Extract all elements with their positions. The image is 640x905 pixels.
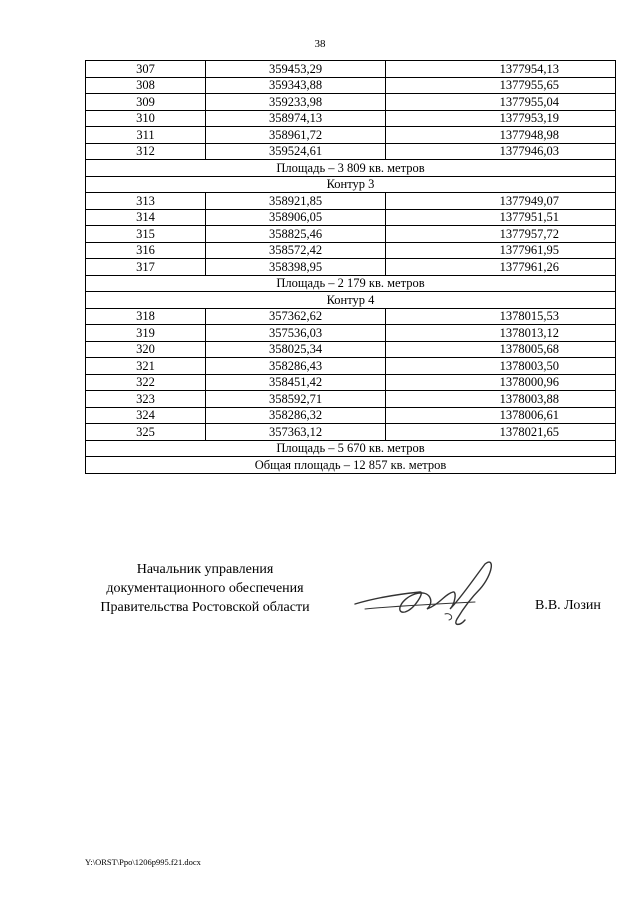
- y-coordinate-cell: 1377946,03: [386, 143, 616, 160]
- y-coordinate-cell: 1378005,68: [386, 341, 616, 358]
- table-row: [86, 193, 616, 210]
- x-coordinate-cell: 359343,88: [206, 77, 386, 94]
- point-number-cell: 323: [86, 391, 206, 408]
- point-number-cell: 320: [86, 341, 206, 358]
- x-coordinate-cell: 358025,34: [206, 341, 386, 358]
- table-row: [86, 226, 616, 243]
- x-coordinate-cell: 358286,43: [206, 358, 386, 375]
- y-coordinate-cell: 1377961,95: [386, 242, 616, 259]
- point-number-cell: 311: [86, 127, 206, 144]
- x-coordinate-cell: 358961,72: [206, 127, 386, 144]
- handwritten-signature: [345, 554, 505, 634]
- table-row: [86, 424, 616, 441]
- x-coordinate-cell: 358286,32: [206, 407, 386, 424]
- table-row: [86, 358, 616, 375]
- y-coordinate-cell: 1378003,50: [386, 358, 616, 375]
- x-coordinate-cell: 358398,95: [206, 259, 386, 276]
- x-coordinate-cell: 359233,98: [206, 94, 386, 111]
- table-row: [86, 259, 616, 276]
- y-coordinate-cell: 1377951,51: [386, 209, 616, 226]
- signatory-name: В.В. Лозин: [535, 598, 601, 613]
- y-coordinate-cell: 1378006,61: [386, 407, 616, 424]
- y-coordinate-cell: 1377955,65: [386, 77, 616, 94]
- page-number: 38: [314, 38, 326, 50]
- y-coordinate-cell: 1377953,19: [386, 110, 616, 127]
- merged-cell: Площадь – 5 670 кв. метров: [86, 440, 616, 457]
- table-row: [86, 110, 616, 127]
- table-row: [86, 143, 616, 160]
- point-number-cell: 322: [86, 374, 206, 391]
- y-coordinate-cell: 1377954,13: [386, 61, 616, 78]
- point-number-cell: 319: [86, 325, 206, 342]
- x-coordinate-cell: 358592,71: [206, 391, 386, 408]
- table-summary-row: [86, 176, 616, 193]
- merged-cell: Площадь – 2 179 кв. метров: [86, 275, 616, 292]
- x-coordinate-cell: 357536,03: [206, 325, 386, 342]
- merged-cell: Общая площадь – 12 857 кв. метров: [86, 457, 616, 474]
- table-row: [86, 407, 616, 424]
- y-coordinate-cell: 1378015,53: [386, 308, 616, 325]
- x-coordinate-cell: 358825,46: [206, 226, 386, 243]
- table-row: [86, 61, 616, 78]
- point-number-cell: 316: [86, 242, 206, 259]
- y-coordinate-cell: 1377957,72: [386, 226, 616, 243]
- table-row: [86, 341, 616, 358]
- point-number-cell: 324: [86, 407, 206, 424]
- signatory-position-line: Начальник управления: [136, 562, 274, 577]
- table-row: [86, 308, 616, 325]
- x-coordinate-cell: 357362,62: [206, 308, 386, 325]
- point-number-cell: 313: [86, 193, 206, 210]
- table-row: [86, 77, 616, 94]
- merged-cell: Площадь – 3 809 кв. метров: [86, 160, 616, 177]
- signatory-position-line: документационного обеспечения: [106, 581, 304, 596]
- table-row: [86, 325, 616, 342]
- merged-cell: Контур 4: [86, 292, 616, 309]
- x-coordinate-cell: 358974,13: [206, 110, 386, 127]
- point-number-cell: 325: [86, 424, 206, 441]
- coordinates-table: [85, 60, 616, 474]
- table-summary-row: [86, 457, 616, 474]
- x-coordinate-cell: 358451,42: [206, 374, 386, 391]
- y-coordinate-cell: 1378021,65: [386, 424, 616, 441]
- y-coordinate-cell: 1378013,12: [386, 325, 616, 342]
- merged-cell: Контур 3: [86, 176, 616, 193]
- signature-block: [0, 560, 640, 640]
- point-number-cell: 307: [86, 61, 206, 78]
- y-coordinate-cell: 1377949,07: [386, 193, 616, 210]
- table-summary-row: [86, 440, 616, 457]
- y-coordinate-cell: 1378000,96: [386, 374, 616, 391]
- table-row: [86, 374, 616, 391]
- x-coordinate-cell: 358572,42: [206, 242, 386, 259]
- point-number-cell: 318: [86, 308, 206, 325]
- y-coordinate-cell: 1377955,04: [386, 94, 616, 111]
- point-number-cell: 308: [86, 77, 206, 94]
- x-coordinate-cell: 357363,12: [206, 424, 386, 441]
- y-coordinate-cell: 1377961,26: [386, 259, 616, 276]
- x-coordinate-cell: 358906,05: [206, 209, 386, 226]
- coordinates-table-body: [86, 61, 616, 474]
- point-number-cell: 309: [86, 94, 206, 111]
- table-row: [86, 94, 616, 111]
- point-number-cell: 314: [86, 209, 206, 226]
- table-row: [86, 391, 616, 408]
- file-path: Y:\ORST\Ppo\1206p995.f21.docx: [85, 857, 201, 867]
- x-coordinate-cell: 358921,85: [206, 193, 386, 210]
- point-number-cell: 321: [86, 358, 206, 375]
- y-coordinate-cell: 1377948,98: [386, 127, 616, 144]
- point-number-cell: 317: [86, 259, 206, 276]
- table-row: [86, 127, 616, 144]
- point-number-cell: 315: [86, 226, 206, 243]
- x-coordinate-cell: 359524,61: [206, 143, 386, 160]
- table-summary-row: [86, 275, 616, 292]
- point-number-cell: 310: [86, 110, 206, 127]
- signatory-position: [80, 560, 330, 617]
- table-row: [86, 209, 616, 226]
- point-number-cell: 312: [86, 143, 206, 160]
- table-summary-row: [86, 292, 616, 309]
- x-coordinate-cell: 359453,29: [206, 61, 386, 78]
- signatory-position-line: Правительства Ростовской области: [100, 600, 310, 615]
- table-summary-row: [86, 160, 616, 177]
- table-row: [86, 242, 616, 259]
- y-coordinate-cell: 1378003,88: [386, 391, 616, 408]
